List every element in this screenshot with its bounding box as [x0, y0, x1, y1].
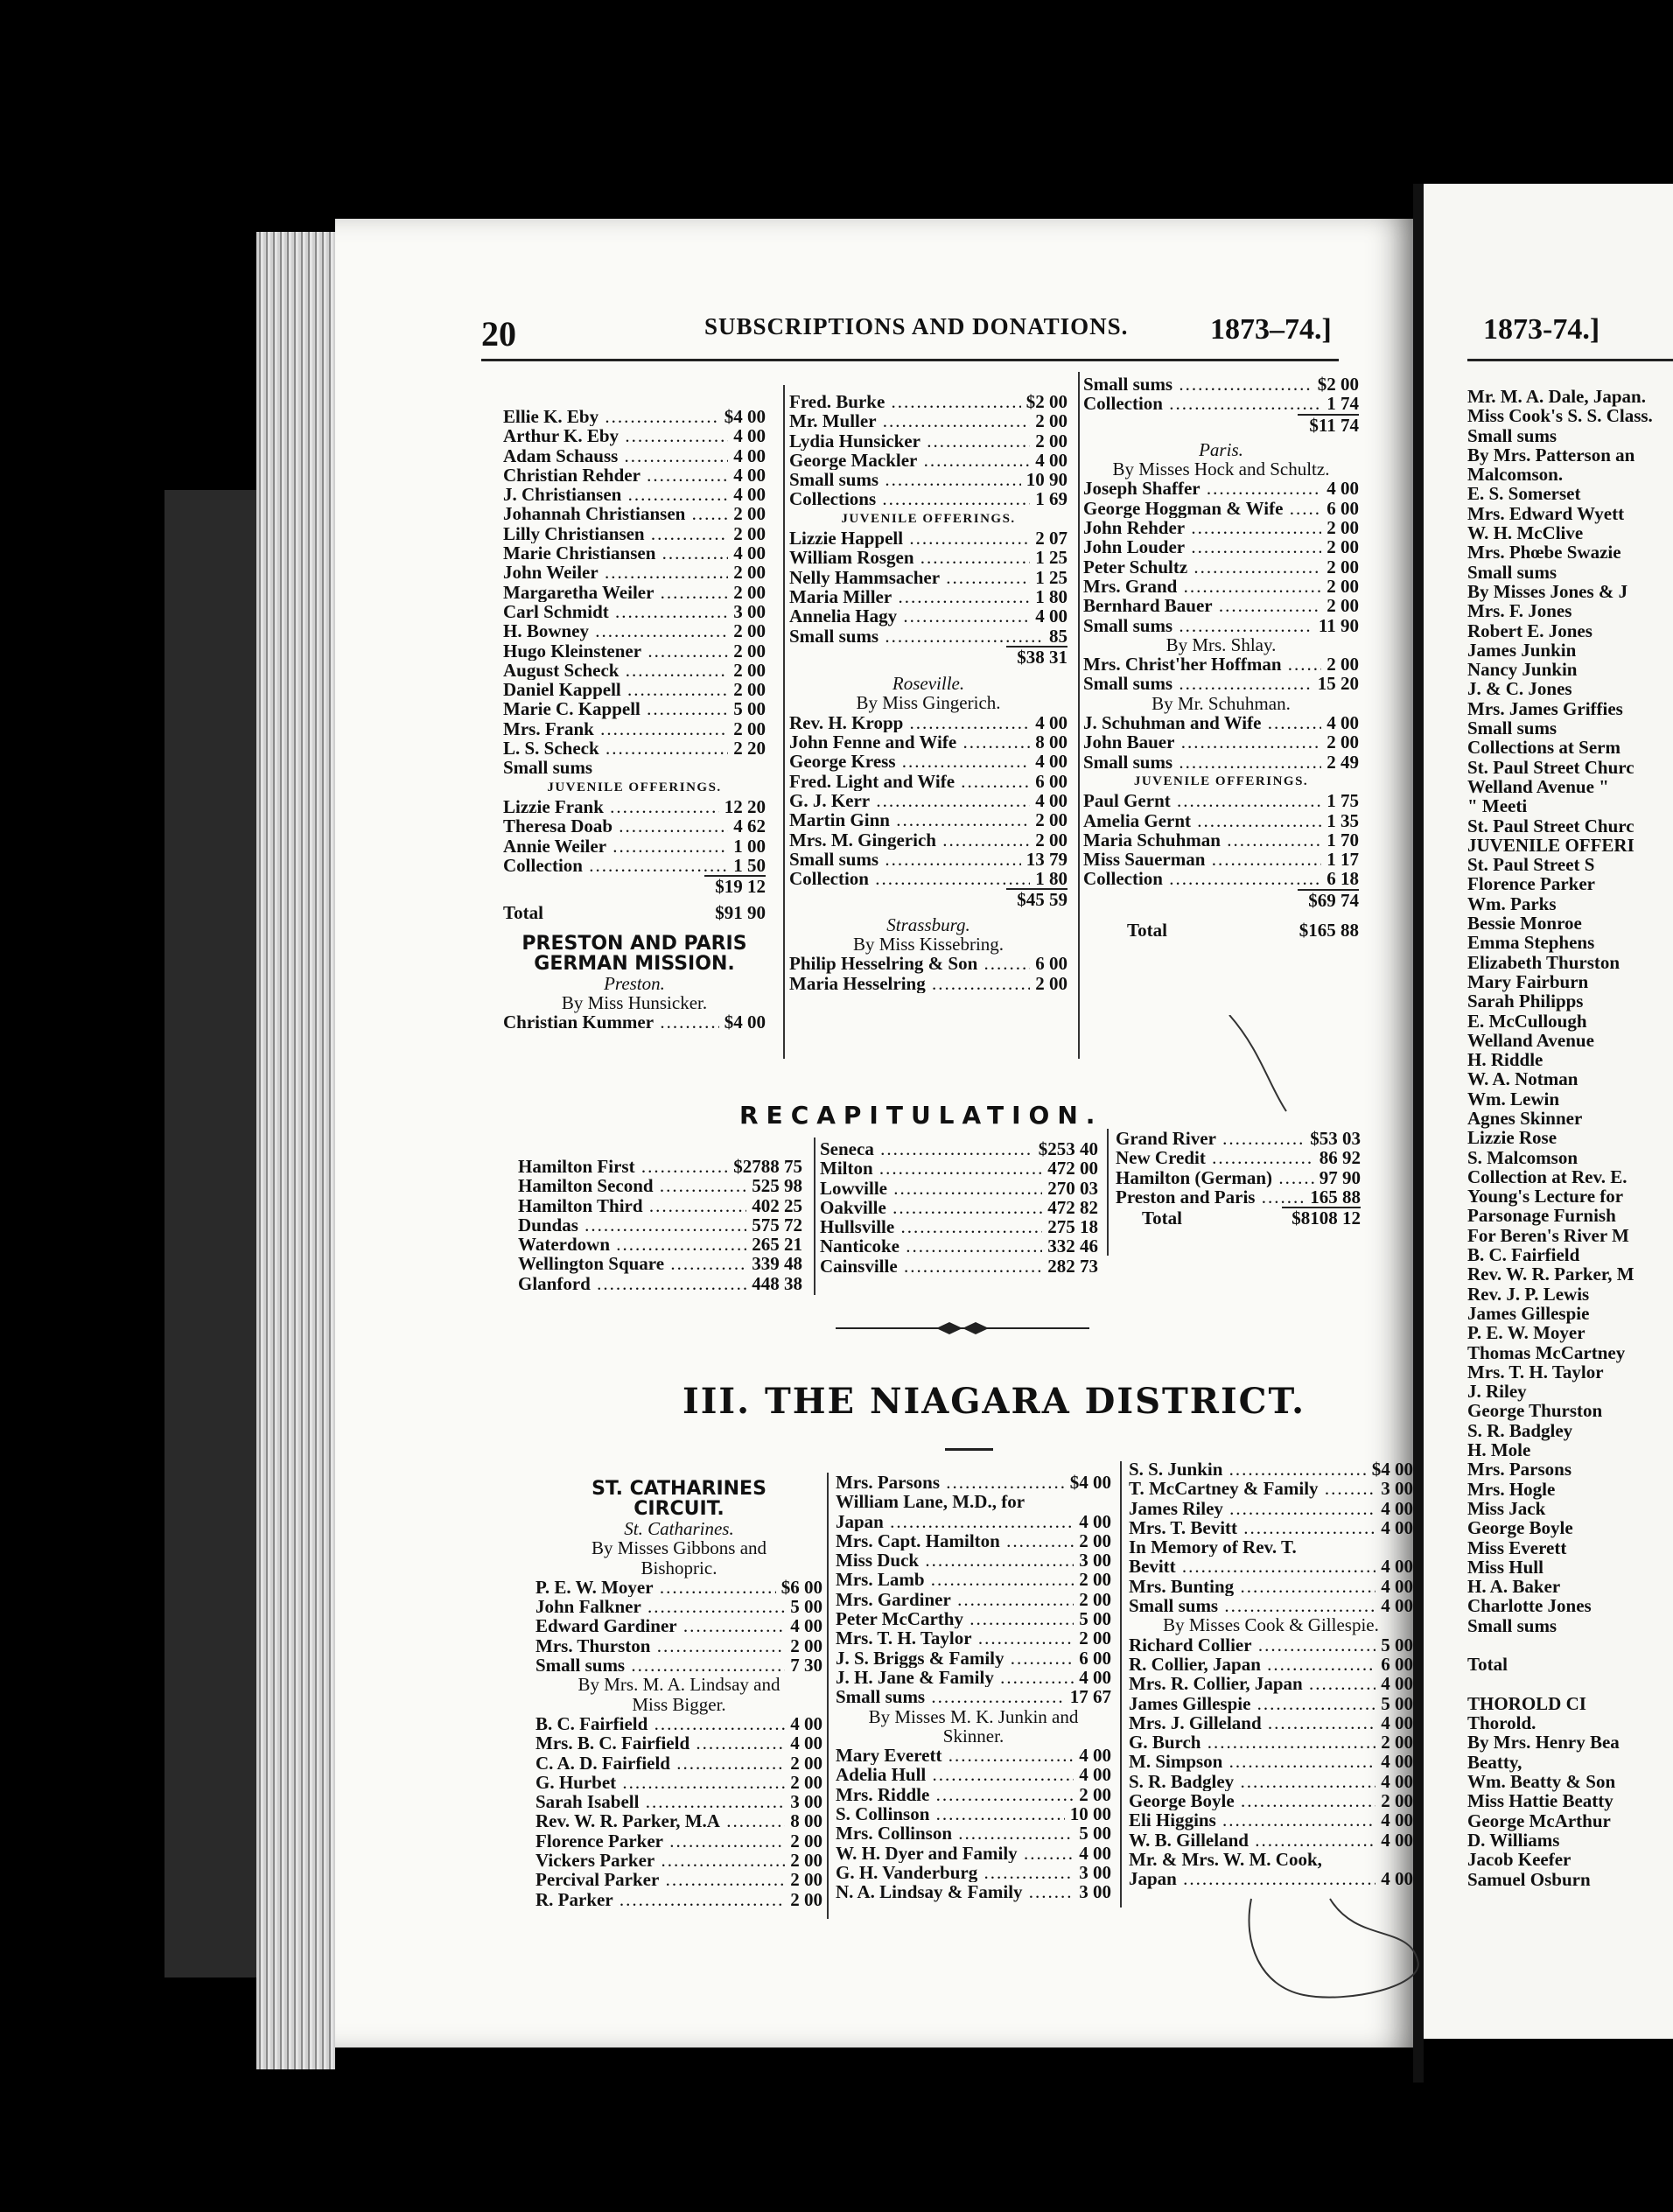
- total-row: Total $165 88: [1127, 920, 1359, 942]
- list-item: Mrs. Capt. Hamilton ..... 2 00: [836, 1531, 1111, 1550]
- facing-line: Miss Everett: [1467, 1536, 1567, 1558]
- niagara-column-1: [536, 1479, 822, 1909]
- list-item: Mrs. Grand ..... 2 00: [1083, 577, 1359, 596]
- column-divider: [1120, 1461, 1122, 1908]
- collector-line: By Mrs. M. A. Lindsay and: [578, 1674, 780, 1696]
- list-item: Small sums ..... $2 00: [1083, 374, 1359, 394]
- recap-column-2: [820, 1139, 1098, 1276]
- list-item: R. Parker ..... 2 00: [536, 1890, 822, 1909]
- facing-line: Samuel Osburn: [1467, 1868, 1591, 1890]
- list-item: Mrs. Frank ..... 2 00: [503, 719, 766, 738]
- niagara-column-2: [836, 1473, 1111, 1902]
- column-1: [503, 407, 766, 1032]
- list-item: Philip Hesselring & Son ..... 6 00: [789, 954, 1068, 973]
- list-item: Mary Everett ..... 4 00: [836, 1746, 1111, 1765]
- list-item: Small sums ..... 2 49: [1083, 752, 1359, 772]
- list-item: Mrs. J. Gilleland ..... 4 00: [1129, 1713, 1413, 1732]
- facing-line: Bessie Monroe: [1467, 913, 1582, 934]
- list-item: Mrs. Christ'her Hoffman ..... 2 00: [1083, 654, 1359, 674]
- section-heading: CIRCUIT.: [634, 1498, 724, 1520]
- district-rule: [945, 1448, 993, 1451]
- facing-line: St. Paul Street S: [1467, 854, 1595, 876]
- list-item: Miss Sauerman ..... 1 17: [1083, 850, 1359, 869]
- list-item: Johannah Christiansen ..... 2 00: [503, 504, 766, 523]
- list-item: Collections ..... 1 69: [789, 489, 1068, 508]
- list-item: Vickers Parker ..... 2 00: [536, 1851, 822, 1870]
- list-item: Peter Schultz ..... 2 00: [1083, 557, 1359, 577]
- facing-line: Rev. J. P. Lewis: [1467, 1283, 1590, 1305]
- facing-line: James Gillespie: [1467, 1302, 1590, 1324]
- facing-line: Mrs. Phœbe Swazie: [1467, 542, 1621, 564]
- list-item: Margaretha Weiler ..... 2 00: [503, 583, 766, 602]
- facing-line: By Mrs. Henry Bea: [1467, 1732, 1620, 1754]
- facing-line: [1467, 1675, 1653, 1694]
- list-item: Bevitt ..... 4 00: [1129, 1557, 1413, 1576]
- facing-line: D. Williams: [1467, 1829, 1560, 1851]
- list-item: Wellington Square ..... 339 48: [518, 1254, 802, 1273]
- list-item: W. B. Gilleland ..... 4 00: [1129, 1830, 1413, 1850]
- list-item: Small sums ..... 15 20: [1083, 674, 1359, 693]
- facing-page-text: [1467, 387, 1653, 1889]
- list-item: B. C. Fairfield ..... 4 00: [536, 1714, 822, 1733]
- list-item: S. Collinson ..... 10 00: [836, 1804, 1111, 1824]
- list-item: Miss Duck ..... 3 00: [836, 1550, 1111, 1570]
- facing-line: Collections at Serm: [1467, 737, 1620, 759]
- list-item: G. J. Kerr ..... 4 00: [789, 791, 1068, 810]
- facing-line: Sarah Philipps: [1467, 990, 1584, 1012]
- list-item: William Lane, M.D., for: [836, 1492, 1026, 1512]
- facing-line: Collection at Rev. E.: [1467, 1166, 1628, 1187]
- list-item: Mrs. Bunting ..... 4 00: [1129, 1577, 1413, 1596]
- section-heading: ST. CATHARINES: [592, 1478, 766, 1500]
- list-item: Hamilton Third ..... 402 25: [518, 1196, 802, 1215]
- facing-line: Agnes Skinner: [1467, 1107, 1583, 1129]
- list-item: Japan ..... 4 00: [1129, 1869, 1413, 1888]
- place-heading: Preston.: [604, 972, 665, 994]
- list-item: Mrs. Collinson ..... 5 00: [836, 1824, 1111, 1843]
- list-item: Mrs. Gardiner ..... 2 00: [836, 1590, 1111, 1609]
- facing-line: Elizabeth Thurston: [1467, 951, 1620, 973]
- list-item: Mrs. Lamb ..... 2 00: [836, 1570, 1111, 1589]
- list-item: Adam Schauss ..... 4 00: [503, 446, 766, 466]
- facing-line: George Thurston: [1467, 1400, 1603, 1422]
- facing-line: S. Malcomson: [1467, 1146, 1578, 1168]
- list-item: Seneca ..... $253 40: [820, 1139, 1098, 1158]
- facing-line: Miss Jack: [1467, 1497, 1546, 1519]
- place-heading: Strassburg.: [886, 914, 970, 935]
- facing-line: Welland Avenue: [1467, 1029, 1594, 1051]
- list-item: Sarah Isabell ..... 3 00: [536, 1792, 822, 1811]
- collector-line: By Misses Cook & Gillespie.: [1163, 1614, 1379, 1636]
- list-item: Carl Schmidt ..... 3 00: [503, 602, 766, 621]
- collector-line: By Mrs. Shlay.: [1166, 634, 1277, 655]
- place-heading: Roseville.: [892, 673, 965, 695]
- list-item: James Gillespie ..... 5 00: [1129, 1694, 1413, 1713]
- list-item: Mrs. T. Bevitt ..... 4 00: [1129, 1518, 1413, 1537]
- list-item: J. S. Briggs & Family ..... 6 00: [836, 1648, 1111, 1668]
- list-item: R. Collier, Japan ..... 6 00: [1129, 1655, 1413, 1674]
- list-item: Mrs. Thurston ..... 2 00: [536, 1636, 822, 1656]
- list-item: John Falkner ..... 5 00: [536, 1597, 822, 1616]
- facing-line: S. R. Badgley: [1467, 1419, 1573, 1441]
- list-item: Collection ..... 6 18: [1083, 869, 1359, 888]
- subtotal: $69 74: [1308, 889, 1359, 911]
- list-item: Glanford ..... 448 38: [518, 1274, 802, 1293]
- subtotal: $19 12: [715, 876, 766, 898]
- facing-line: Mrs. James Griffies: [1467, 697, 1623, 719]
- facing-page-year: 1873-74.]: [1483, 313, 1600, 346]
- list-item: T. McCartney & Family ..... 3 00: [1129, 1479, 1413, 1498]
- list-item: Rev. H. Kropp ..... 4 00: [789, 713, 1068, 732]
- list-item: Annie Weiler ..... 1 00: [503, 836, 766, 856]
- facing-line: Mrs. Edward Wyett: [1467, 502, 1625, 524]
- list-item: George Hoggman & Wife ..... 6 00: [1083, 499, 1359, 518]
- list-item: Paul Gernt ..... 1 75: [1083, 791, 1359, 810]
- ornament-divider: [836, 1320, 1089, 1337]
- list-item: J. Schuhman and Wife ..... 4 00: [1083, 713, 1359, 732]
- facing-line: H. Riddle: [1467, 1049, 1544, 1071]
- facing-line: Miss Cook's S. S. Class.: [1467, 405, 1653, 427]
- facing-line: Rev. W. R. Parker, M: [1467, 1264, 1634, 1285]
- list-item: W. H. Dyer and Family ..... 4 00: [836, 1844, 1111, 1863]
- list-item: Maria Hesselring ..... 2 00: [789, 974, 1068, 993]
- list-item: Fred. Light and Wife ..... 6 00: [789, 772, 1068, 791]
- list-item: Mr. & Mrs. W. M. Cook,: [1129, 1849, 1322, 1870]
- list-item: Bernhard Bauer ..... 2 00: [1083, 596, 1359, 615]
- collector-line: Miss Bigger.: [632, 1693, 726, 1715]
- facing-line: Mary Fairburn: [1467, 970, 1589, 992]
- facing-line: By Mrs. Patterson an: [1467, 444, 1635, 466]
- list-item: New Credit ..... 86 92: [1116, 1148, 1361, 1167]
- list-item: Mrs. Riddle ..... 2 00: [836, 1785, 1111, 1804]
- facing-line: Miss Hattie Beatty: [1467, 1790, 1614, 1812]
- facing-line: Mrs. Parsons: [1467, 1459, 1572, 1480]
- list-item: Small sums ..... 11 90: [1083, 616, 1359, 635]
- list-item: Florence Parker ..... 2 00: [536, 1831, 822, 1851]
- list-item: George Mackler ..... 4 00: [789, 451, 1068, 470]
- list-item: Mrs. R. Collier, Japan ..... 4 00: [1129, 1674, 1413, 1693]
- list-item: Marie C. Kappell ..... 5 00: [503, 699, 766, 718]
- facing-line: Nancy Junkin: [1467, 659, 1578, 681]
- list-item: Marie Christiansen ..... 4 00: [503, 543, 766, 563]
- list-item: Maria Schuhman ..... 1 70: [1083, 830, 1359, 850]
- list-item: Hamilton First ..... $2788 75: [518, 1157, 802, 1176]
- list-item: John Louder ..... 2 00: [1083, 537, 1359, 556]
- list-item: Mrs. B. C. Fairfield ..... 4 00: [536, 1733, 822, 1753]
- list-item: Collection ..... 1 50: [503, 856, 766, 875]
- list-item: Collection ..... 1 74: [1083, 394, 1359, 413]
- subtotal: $45 59: [1017, 889, 1068, 911]
- facing-line: Mr. M. A. Dale, Japan.: [1467, 386, 1646, 407]
- facing-line: Total: [1467, 1654, 1508, 1676]
- list-item: P. E. W. Moyer ..... $6 00: [536, 1578, 822, 1597]
- collector-line: By Miss Kissebring.: [852, 934, 1004, 956]
- list-item: Small sums: [503, 758, 593, 778]
- list-item: Eli Higgins ..... 4 00: [1129, 1810, 1413, 1830]
- facing-line: Mrs. Hogle: [1467, 1478, 1556, 1500]
- place-heading: Paris.: [1199, 438, 1243, 460]
- list-item: John Weiler ..... 2 00: [503, 563, 766, 582]
- collector-line: By Misses Hock and Schultz.: [1112, 458, 1330, 480]
- facing-line: For Beren's River M: [1467, 1224, 1629, 1246]
- list-item: Small sums ..... 4 00: [1129, 1596, 1413, 1615]
- list-item: George Kress ..... 4 00: [789, 752, 1068, 771]
- facing-line: H. Mole: [1467, 1439, 1531, 1461]
- list-item: Hullsville ..... 275 18: [820, 1217, 1098, 1236]
- facing-line: James Junkin: [1467, 639, 1577, 661]
- list-item: In Memory of Rev. T.: [1129, 1537, 1297, 1558]
- list-item: August Scheck ..... 2 00: [503, 661, 766, 680]
- list-item: Arthur K. Eby ..... 4 00: [503, 426, 766, 445]
- list-item: Nelly Hammsacher ..... 1 25: [789, 568, 1068, 587]
- list-item: Nanticoke ..... 332 46: [820, 1236, 1098, 1256]
- juvenile-heading: JUVENILE OFFERINGS.: [547, 780, 722, 794]
- facing-line: St. Paul Street Churc: [1467, 756, 1634, 778]
- facing-line: Thomas McCartney: [1467, 1341, 1626, 1363]
- facing-line: Small sums: [1467, 561, 1558, 583]
- facing-line: Beatty,: [1467, 1751, 1522, 1773]
- list-item: Adelia Hull ..... 4 00: [836, 1765, 1111, 1784]
- facing-line: Small sums: [1467, 718, 1558, 739]
- section-heading: GERMAN MISSION.: [534, 952, 735, 975]
- list-item: Richard Collier ..... 5 00: [1129, 1635, 1413, 1655]
- subtotal: $11 74: [1309, 414, 1359, 436]
- list-item: Hugo Kleinstener ..... 2 00: [503, 641, 766, 661]
- list-item: George Boyle ..... 2 00: [1129, 1791, 1413, 1810]
- total-row: Total $91 90: [503, 902, 766, 924]
- section-heading: PRESTON AND PARIS: [522, 932, 747, 955]
- list-item: Mr. Muller ..... 2 00: [789, 411, 1068, 430]
- facing-line: J. & C. Jones: [1467, 678, 1572, 700]
- facing-line: P. E. W. Moyer: [1467, 1322, 1586, 1344]
- list-item: Christian Rehder ..... 4 00: [503, 466, 766, 485]
- facing-line: Lizzie Rose: [1467, 1127, 1558, 1149]
- facing-line: Welland Avenue ": [1467, 775, 1609, 797]
- column-3: [1083, 374, 1359, 940]
- facing-line: Thorold.: [1467, 1712, 1536, 1734]
- facing-line: Florence Parker: [1467, 873, 1595, 895]
- list-item: Peter McCarthy ..... 5 00: [836, 1609, 1111, 1628]
- list-item: J. Christiansen ..... 4 00: [503, 485, 766, 504]
- list-item: Mrs. T. H. Taylor ..... 2 00: [836, 1628, 1111, 1648]
- list-item: C. A. D. Fairfield ..... 2 00: [536, 1754, 822, 1773]
- list-item: Cainsville ..... 282 73: [820, 1256, 1098, 1276]
- list-item: Edward Gardiner ..... 4 00: [536, 1616, 822, 1635]
- column-divider: [827, 1473, 829, 1919]
- list-item: L. S. Scheck ..... 2 20: [503, 738, 766, 758]
- collector-line: Skinner.: [942, 1725, 1004, 1746]
- book-spine: [164, 490, 261, 1978]
- recap-column-1: [518, 1157, 802, 1293]
- facing-line: JUVENILE OFFERI: [1467, 834, 1634, 856]
- facing-line: Wm. Parks: [1467, 892, 1557, 914]
- facing-page: [1424, 184, 1673, 2039]
- list-item: John Rehder ..... 2 00: [1083, 518, 1359, 537]
- list-item: Small sums ..... 13 79: [789, 850, 1068, 869]
- list-item: Waterdown ..... 265 21: [518, 1235, 802, 1254]
- column-divider: [1078, 372, 1080, 1059]
- pencil-marks: [1225, 1015, 1426, 2012]
- list-item: N. A. Lindsay & Family ..... 3 00: [836, 1882, 1111, 1901]
- facing-line: E. McCullough: [1467, 1010, 1587, 1032]
- page-number: 20: [481, 314, 516, 354]
- list-item: Small sums ..... 10 90: [789, 470, 1068, 489]
- facing-line: Miss Hull: [1467, 1556, 1544, 1578]
- facing-line: By Misses Jones & J: [1467, 580, 1628, 602]
- facing-line: J. Riley: [1467, 1381, 1527, 1403]
- column-2: [789, 392, 1068, 993]
- page-year: 1873–74.]: [1210, 313, 1332, 346]
- list-item: Lydia Hunsicker ..... 2 00: [789, 431, 1068, 451]
- list-item: Ellie K. Eby ..... $4 00: [503, 407, 766, 426]
- juvenile-heading: JUVENILE OFFERINGS.: [1133, 774, 1309, 788]
- facing-line: George Boyle: [1467, 1517, 1573, 1539]
- facing-line: Charlotte Jones: [1467, 1595, 1592, 1617]
- list-item: G. Hurbet ..... 2 00: [536, 1773, 822, 1792]
- facing-line: B. C. Fairfield: [1467, 1244, 1580, 1266]
- list-item: Rev. W. R. Parker, M.A ..... 8 00: [536, 1811, 822, 1830]
- list-item: Annelia Hagy ..... 4 00: [789, 606, 1068, 626]
- district-heading: III. THE NIAGARA DISTRICT.: [682, 1381, 1306, 1422]
- facing-line: George McArthur: [1467, 1810, 1611, 1831]
- list-item: Lizzie Frank ..... 12 20: [503, 797, 766, 816]
- list-item: Collection ..... 1 80: [789, 869, 1068, 888]
- facing-line: St. Paul Street Churc: [1467, 815, 1634, 836]
- facing-line: [1467, 1635, 1653, 1655]
- list-item: Amelia Gernt ..... 1 35: [1083, 811, 1359, 830]
- collector-line: By Mr. Schuhman.: [1152, 692, 1291, 714]
- list-item: H. Bowney ..... 2 00: [503, 621, 766, 640]
- column-divider: [1107, 1129, 1109, 1256]
- list-item: Joseph Shaffer ..... 4 00: [1083, 479, 1359, 498]
- list-item: Christian Kummer ..... $4 00: [503, 1012, 766, 1032]
- list-item: S. S. Junkin ..... $4 00: [1129, 1460, 1413, 1479]
- facing-line: H. A. Baker: [1467, 1576, 1561, 1598]
- facing-line: Robert E. Jones: [1467, 620, 1592, 641]
- list-item: Martin Ginn ..... 2 00: [789, 810, 1068, 830]
- list-item: Oakville ..... 472 82: [820, 1198, 1098, 1217]
- facing-line: " Meeti: [1467, 795, 1528, 817]
- facing-line: Mrs. F. Jones: [1467, 600, 1572, 622]
- facing-line: Jacob Keefer: [1467, 1849, 1572, 1871]
- page-title: SUBSCRIPTIONS AND DONATIONS.: [704, 313, 1129, 340]
- list-item: Preston and Paris ..... 165 88: [1116, 1187, 1361, 1207]
- list-item: G. H. Vanderburg ..... 3 00: [836, 1863, 1111, 1882]
- list-item: Small sums ..... 85: [789, 626, 1068, 646]
- recap-heading: RECAPITULATION.: [739, 1101, 1103, 1130]
- list-item: S. R. Badgley ..... 4 00: [1129, 1772, 1413, 1791]
- column-divider: [814, 1138, 816, 1295]
- facing-line: THOROLD CI: [1467, 1692, 1586, 1714]
- list-item: Percival Parker ..... 2 00: [536, 1870, 822, 1889]
- header-rule: [481, 359, 1339, 361]
- list-item: Theresa Doab ..... 4 62: [503, 816, 766, 836]
- subtotal: $38 31: [1017, 646, 1068, 668]
- collector-line: Bishopric.: [640, 1557, 718, 1578]
- collector-line: By Misses Gibbons and: [591, 1537, 767, 1559]
- facing-line: W. A. Notman: [1467, 1068, 1578, 1090]
- list-item: Mrs. M. Gingerich ..... 2 00: [789, 830, 1068, 850]
- page-edges: [256, 232, 335, 2069]
- total-row: Total $8108 12: [1142, 1208, 1361, 1229]
- list-item: John Fenne and Wife ..... 8 00: [789, 732, 1068, 752]
- facing-line: Malcomson.: [1467, 464, 1564, 486]
- list-item: Lizzie Happell ..... 2 07: [789, 528, 1068, 548]
- facing-header-rule: [1467, 359, 1673, 361]
- list-item: Lowville ..... 270 03: [820, 1179, 1098, 1198]
- list-item: Fred. Burke ..... $2 00: [789, 392, 1068, 411]
- list-item: Grand River ..... $53 03: [1116, 1129, 1361, 1148]
- list-item: Hamilton Second ..... 525 98: [518, 1176, 802, 1195]
- facing-line: E. S. Somerset: [1467, 483, 1581, 505]
- facing-line: Mrs. T. H. Taylor: [1467, 1361, 1604, 1382]
- list-item: Milton ..... 472 00: [820, 1158, 1098, 1178]
- facing-line: Wm. Beatty & Son: [1467, 1771, 1616, 1793]
- collector-line: By Misses M. K. Junkin and: [868, 1705, 1079, 1727]
- list-item: Mrs. Parsons ..... $4 00: [836, 1473, 1111, 1492]
- facing-line: Parsonage Furnish: [1467, 1205, 1616, 1227]
- facing-line: Young's Lecture for: [1467, 1186, 1624, 1208]
- list-item: Small sums ..... 7 30: [536, 1656, 822, 1675]
- list-item: Lilly Christiansen ..... 2 00: [503, 524, 766, 543]
- list-item: Maria Miller ..... 1 80: [789, 587, 1068, 606]
- list-item: James Riley ..... 4 00: [1129, 1499, 1413, 1518]
- list-item: M. Simpson ..... 4 00: [1129, 1752, 1413, 1771]
- place-heading: St. Catharines.: [624, 1518, 734, 1539]
- list-item: Japan ..... 4 00: [836, 1512, 1111, 1531]
- facing-line: W. H. McClive: [1467, 522, 1584, 544]
- facing-line: Emma Stephens: [1467, 932, 1595, 954]
- juvenile-heading: JUVENILE OFFERINGS.: [841, 511, 1016, 526]
- facing-line: Wm. Lewin: [1467, 1088, 1559, 1110]
- list-item: John Bauer ..... 2 00: [1083, 732, 1359, 752]
- facing-line: Small sums: [1467, 424, 1558, 446]
- list-item: J. H. Jane & Family ..... 4 00: [836, 1668, 1111, 1687]
- column-divider: [783, 385, 785, 1059]
- collector-line: By Miss Gingerich.: [856, 692, 1001, 714]
- list-item: G. Burch ..... 2 00: [1129, 1732, 1413, 1752]
- list-item: William Rosgen ..... 1 25: [789, 548, 1068, 567]
- list-item: Daniel Kappell ..... 2 00: [503, 680, 766, 699]
- list-item: Hamilton (German) ..... 97 90: [1116, 1168, 1361, 1187]
- list-item: Small sums ..... 17 67: [836, 1687, 1111, 1706]
- facing-line: Small sums: [1467, 1614, 1558, 1636]
- collector-line: By Miss Hunsicker.: [561, 992, 708, 1014]
- list-item: Dundas ..... 575 72: [518, 1215, 802, 1235]
